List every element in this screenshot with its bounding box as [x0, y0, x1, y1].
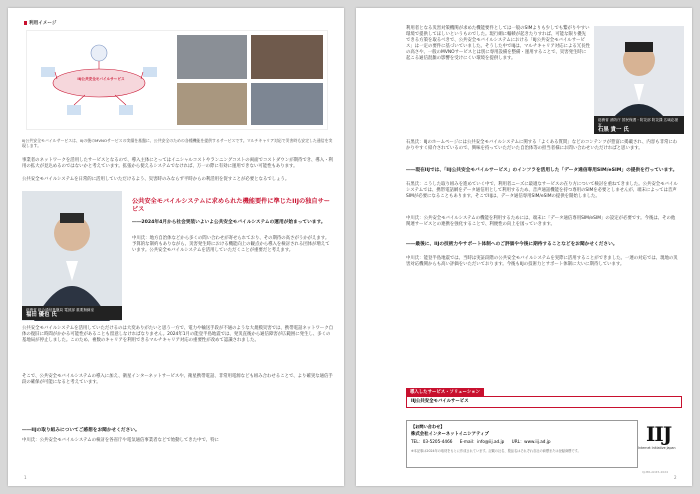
- intro-paragraph-2: 公共安全モバイルシステムを日常的に活用していただけるよう、災害時のみならず平時からの利活用を促すことが必要となるでしょう。: [22, 177, 290, 182]
- url-value[interactable]: www.iij.ad.jp: [524, 439, 551, 444]
- answer-q2: 石黒氏：こうした取り組みを進めていく中で、利用者ニーズに最適なサービスの在り方について検討を重ねてきました。公共安全モバイルシステムでは、携帯電話網をデータ通信用として利用するため、音声通話機能を持つ専用のSIMを必要としませんが、端末によっては音声SIMが必要になることもあります。そこでIIJは、データ通信専用SIM/eSIMの提供を開始しました。: [406, 182, 678, 200]
- section-heading: 公共安全モバイルシステムに求められた機能要件に準じたIIJの独自サービス: [132, 198, 330, 214]
- fukuda-photo: [22, 191, 122, 321]
- answer-1: 中川氏：地方自治体などから多くの問い合わせが寄せられており、その期待の高さがうかがえます。予算的な制約もありながら、災害発生時における機能向上の観点から導入を検討される団体が増えています。公共安全モバイルシステムを活用していただくことが重要だと考えます。: [132, 236, 330, 254]
- fukuda-role: 総務省 総合通信基盤局 電波部 重要無線室: [26, 308, 95, 312]
- service-cloud-icon: [53, 69, 145, 97]
- answer-2: 公共安全モバイルシステムを活用していただけるのは大変ありがたいと思う一方で、電力や輸送手段が不通のような大規模災害では、携帯電話ネットワーク自体の復旧に時間がかかる可能性があることも留意しなければなりません。2024年1月の能登半島地震では、発災直後から通信障害が広範囲に発生し、多くの基地局が停止しました。このため、複数のキャリアを利用できるマルチキャリア対応の重要性が改めて認識されました。: [22, 326, 334, 344]
- url-label: URL：: [511, 439, 525, 444]
- right-page: [356, 8, 692, 486]
- contact-title: 【お問い合わせ】: [411, 424, 445, 429]
- bottom-question: ――IIJの取り組みについてご感想をお聞かせください。: [22, 428, 140, 433]
- contact-box: [406, 420, 638, 468]
- question-1: ――2024年4月から社会実装いよいよ公共安全モバイルシステムの運用が始まっています。: [132, 220, 326, 225]
- left-page: [8, 8, 344, 486]
- iij-logo: IIJ: [646, 422, 672, 446]
- left-page-number: 1: [24, 475, 27, 480]
- figure-caption: IIJ公共安全モバイルサービスは、IIJの後のMVNOサービスの実績を基盤に、公共安全のための各種機能を提供するサービスです。マルチキャリア対応で災害時も安定した通信を実現します。: [22, 138, 333, 148]
- fukuda-name: 福田 優也 氏: [26, 311, 57, 318]
- doc-code: IIJ-MR-AD45-2024: [642, 470, 669, 474]
- responders-photo: [251, 83, 323, 125]
- email-value[interactable]: info@iij.ad.jp: [477, 439, 505, 444]
- answer-q2b: 中川氏：公共安全モバイルシステムの機能を利用するためには、端末に「データ通信専用SIM/eSIM」の設定が必要です。今後は、その他関連サービスとの連携を強化することで、利便性の向上を図っていきます。: [406, 216, 676, 228]
- device-icon: [67, 105, 81, 115]
- intro-paragraph: 事業者のネットワークを活用したサービスとなるので、導入主体にとってはイニシャルコストやランニングコストの両面でコストダウンが期待でき、導入・利用の拡大が見込めるのではないかと考えています。拡張から使えるシステムでなければ、万一の際に有効に運用できない可能性もあります。: [22, 158, 333, 170]
- device-icon: [41, 67, 55, 77]
- iij-logo-subtitle: Internet Initiative Japan: [638, 446, 676, 450]
- fukuda-nameplate: [22, 306, 122, 320]
- answer-q3: 中川氏：能登半島地震では、当時は実証段階の公共安全モバイルシステムを実際に活用することができました。一連の対応では、現地の災害対応機関からも高い評価をいただいております。今後もIIJの技術力とサポート体制に大いに期待しています。: [406, 256, 678, 268]
- figure-center-label: IIJ公共安全モバイルサービス: [77, 77, 125, 81]
- device-icon: [119, 105, 133, 115]
- service-box-title: 導入したサービス・ソリューション: [406, 388, 484, 396]
- emergency-photo: [177, 83, 247, 125]
- answer-3: そこで、公共安全モバイルシステムの導入に加え、衛星インターネットサービスや、衛星携帯電話、非常用電源なども組み合わせることで、より確実な通信手段の確保が可能になると考えています。: [22, 374, 333, 386]
- fine-print: ※本記事は2024年の取材をもとに作成されています。記載の社名、製品名はそれぞれ各社の商標または登録商標です。: [411, 449, 581, 453]
- cloud-icon: [91, 45, 107, 61]
- question-2: ――現在IIJでは、「IIJ公共安全モバイルサービス」のインフラを活用した「データ通信専用SIM/eSIM」の提供を行っています。: [406, 168, 678, 173]
- tel-label: TEL：: [411, 439, 423, 444]
- contact-line: [411, 439, 551, 445]
- usage-figure: [26, 30, 328, 130]
- right-col1: 利用者となる災害対策機関が求めた機能要件としては一般のSIMよりも少しでも繋がりやすい環境で提供してほしいというものでした。現行網に輻輳が起きたりすれば、可能な限り優先できる方策を取るべきで、公共安全モバイルシステムにおける「IIJ公共安全モバイルサービス」は一定の要件に基づいていました。そうした中でIIJは、マルチキャリア対応による冗長性の高さや、一般のMVNOサービスとは別に専用設備を整備・運用することで、災害発生時に起こる通信混雑の影響を受けにくい環境を提供します。: [406, 26, 590, 62]
- service-item: IIJ公共安全モバイルサービス: [406, 396, 682, 408]
- device-icon: [143, 67, 157, 77]
- email-label: E-mail：: [459, 439, 478, 444]
- bottom-answer: 中川氏：公共安全モバイルシステムの検討を各省庁や電気通信事業者などで始動してきた中で、特に: [22, 438, 219, 443]
- tel-value[interactable]: 03-5205-4466: [422, 439, 453, 444]
- rescue-photo: [177, 35, 247, 79]
- right-paragraph-faq: 石黒氏：IIJのホームページには公共安全モバイルシステムに関する「よくある質問」などのコンテンツが豊富に掲載され、内容も非常にわかりやすく紹介されているので、興味を持っていただいた自治体等の担当者様にお問い合わせいただければと思います。: [406, 140, 678, 152]
- usage-image-tag: 利用イメージ: [24, 20, 56, 26]
- question-3: ――最後に、IIJの技術力やサポート体制へのご評価や今後に期待することなどをお聞かせください。: [406, 242, 618, 247]
- company-name: 株式会社インターネットイニシアティブ: [411, 432, 489, 437]
- disaster-photo: [251, 35, 323, 79]
- ishiguro-name: 石黒 貴一 氏: [598, 126, 629, 133]
- ishiguro-nameplate: [594, 116, 684, 134]
- ishiguro-role: 総務省 消防庁 国民保護・防災部 防災課 広域応援室: [598, 118, 679, 127]
- right-page-number: 2: [674, 475, 677, 480]
